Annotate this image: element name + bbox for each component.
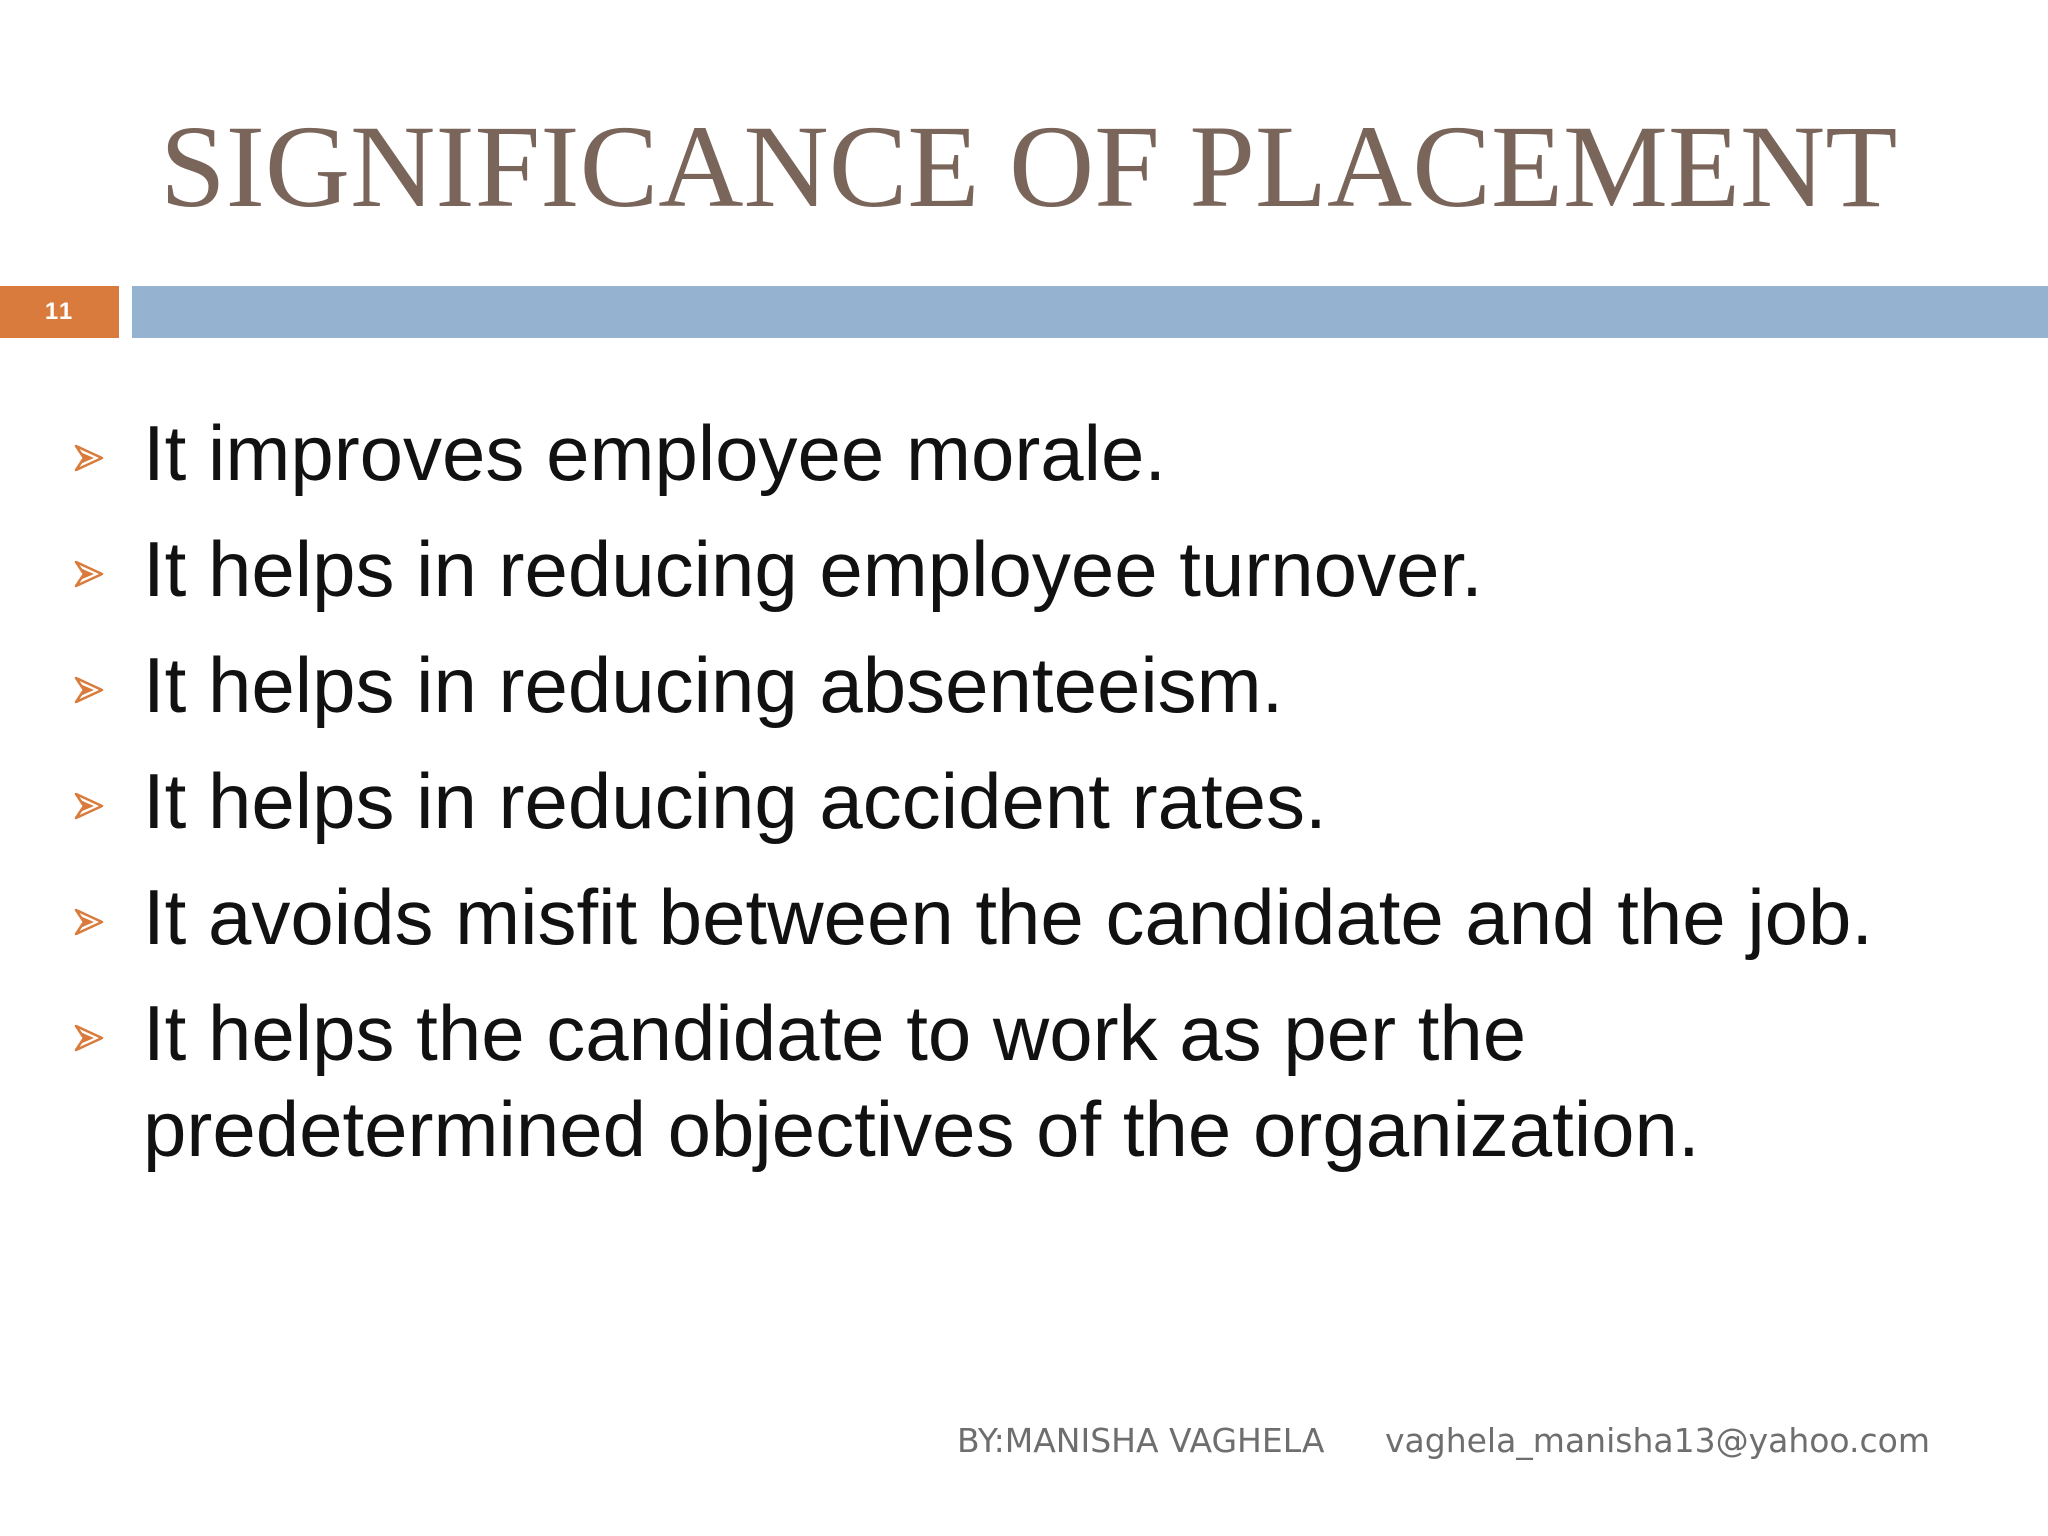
arrowhead-bullet-icon xyxy=(74,559,104,589)
header-bar xyxy=(132,286,2048,338)
bullet-text: It helps in reducing accident rates. xyxy=(143,757,1327,845)
bullet-text: It improves employee morale. xyxy=(143,409,1167,497)
slide-title: SIGNIFICANCE OF PLACEMENT xyxy=(160,101,1898,232)
bullet-text-line-1: It helps the candidate to work as per the xyxy=(143,989,1527,1077)
arrowhead-bullet-icon xyxy=(74,791,104,821)
footer-author: BY:MANISHA VAGHELA xyxy=(957,1421,1325,1460)
arrowhead-bullet-icon xyxy=(74,443,104,473)
arrowhead-bullet-icon xyxy=(74,1023,104,1053)
footer-email: vaghela_manisha13@yahoo.com xyxy=(1385,1421,1931,1460)
arrowhead-bullet-icon xyxy=(74,675,104,705)
bullet-text: It helps in reducing employee turnover. xyxy=(143,525,1483,613)
bullet-text: It avoids misfit between the candidate and the job. xyxy=(143,873,1874,961)
page-number: 11 xyxy=(44,298,75,325)
arrowhead-bullet-icon xyxy=(74,907,104,937)
bullet-text-line-2: predetermined objectives of the organization. xyxy=(143,1085,1700,1173)
bullet-text: It helps in reducing absenteeism. xyxy=(143,641,1284,729)
